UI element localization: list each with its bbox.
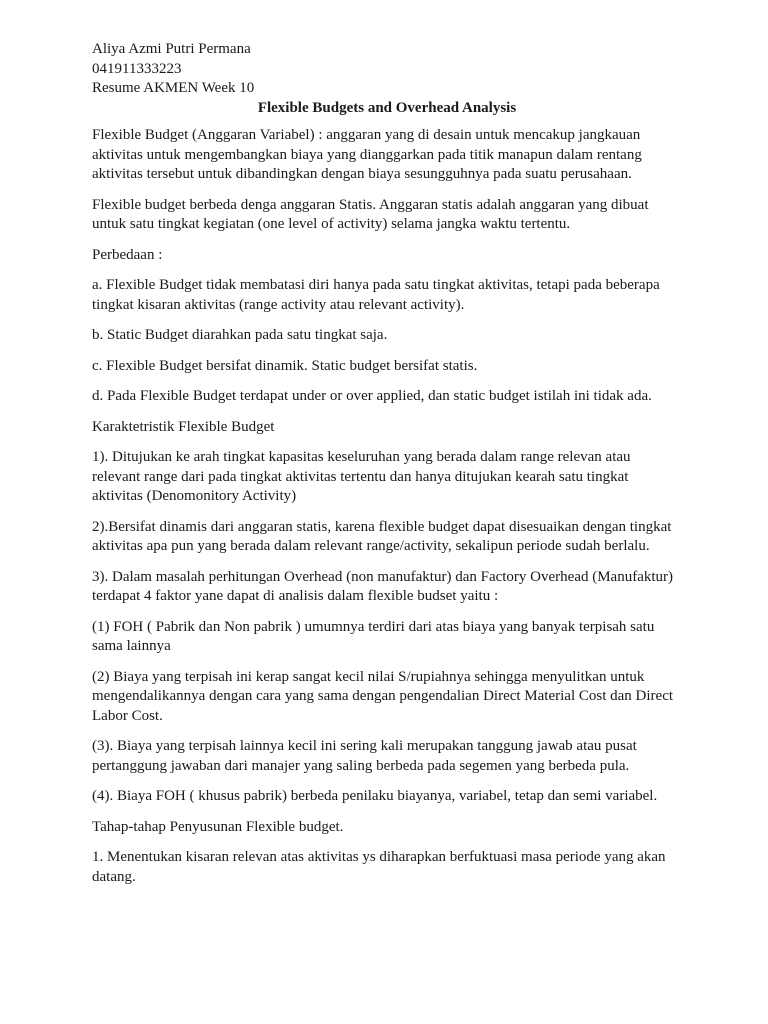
paragraph-factor-3: (3). Biaya yang terpisah lainnya kecil ini sering kali merupakan tanggung jawab atau pusat pertanggung jawaban dari manajer yang saling berbeda pada segemen yang berbeda pula. bbox=[92, 738, 637, 774]
paragraph-difference-b: b. Static Budget diarahkan pada satu tingkat saja. bbox=[92, 327, 388, 343]
paragraph-differences-heading: Perbedaan : bbox=[92, 246, 163, 263]
paragraph-characteristic-2: 2).Bersifat dinamis dari anggaran statis, karena flexible budget dapat disesuaikan dengan tingkat aktivitas apa pun yang berada dalam relevant range/activity, sekalipun periode sudah berlalu. bbox=[92, 518, 672, 554]
course-label: Resume AKMEN Week 10 bbox=[92, 80, 255, 96]
paragraph-factor-1: (1) FOH ( Pabrik dan Non pabrik ) umumnya terdiri dari atas biaya yang banyak terpisah satu sama lainnya bbox=[92, 618, 655, 654]
paragraph-steps-heading: Tahap-tahap Penyusunan Flexible budget. bbox=[92, 818, 344, 835]
paragraph-difference-d: d. Pada Flexible Budget terdapat under or over applied, dan static budget istilah ini tidak ada. bbox=[92, 388, 652, 404]
paragraph-static-comparison: Flexible budget berbeda denga anggaran Statis. Anggaran statis adalah anggaran yang dibuat untuk satu tingkat kegiatan (one level of activity) selama jangka waktu tertentu. bbox=[92, 196, 649, 232]
paragraph-difference-a: a. Flexible Budget tidak membatasi diri hanya pada satu tingkat aktivitas, tetapi pada beberapa tingkat kisaran aktivitas (range activity atau relevant activity). bbox=[92, 277, 660, 313]
paragraph-characteristic-1: 1). Ditujukan ke arah tingkat kapasitas keseluruhan yang berada dalam range relevan atau relevant range dari pada tingkat aktivitas tertentu dan hanya ditujukan kearah satu tingkat aktivitas (Denomonitory Activity) bbox=[92, 449, 631, 504]
paragraph-difference-c: c. Flexible Budget bersifat dinamik. Static budget bersifat statis. bbox=[92, 357, 478, 374]
document-title: Flexible Budgets and Overhead Analysis bbox=[257, 99, 517, 116]
paragraph-characteristics-heading: Karaktetristik Flexible Budget bbox=[92, 418, 275, 435]
paragraph-factor-2: (2) Biaya yang terpisah ini kerap sangat kecil nilai S/rupiahnya sehingga menyulitkan untuk mengendalikannya dengan cara yang sama dengan pengendalian Direct Material Cost dan Direct Labor Cost. bbox=[92, 668, 674, 724]
paragraph-definition: Flexible Budget (Anggaran Variabel) : anggaran yang di desain untuk mencakup jangkauan aktivitas untuk mengembangkan biaya yang dianggarkan pada titik manapun dalam rentang aktivitas tersebut untuk dibandingkan dengan biaya sesungguhnya pada suatu perusahaan. bbox=[92, 127, 642, 182]
paragraph-characteristic-3: 3). Dalam masalah perhitungan Overhead (non manufaktur) dan Factory Overhead (Manufaktur) terdapat 4 faktor yane dapat di analisis dalam flexible budset yaitu : bbox=[92, 568, 674, 604]
paragraph-step-1: 1. Menentukan kisaran relevan atas aktivitas ys diharapkan berfuktuasi masa periode yang akan datang. bbox=[92, 849, 666, 885]
document-page bbox=[92, 40, 682, 898]
paragraph-factor-4: (4). Biaya FOH ( khusus pabrik) berbeda penilaku biayanya, variabel, tetap dan semi variabel. bbox=[92, 788, 658, 804]
student-id: 041911333223 bbox=[92, 60, 182, 77]
author-name: Aliya Azmi Putri Permana bbox=[92, 41, 251, 57]
